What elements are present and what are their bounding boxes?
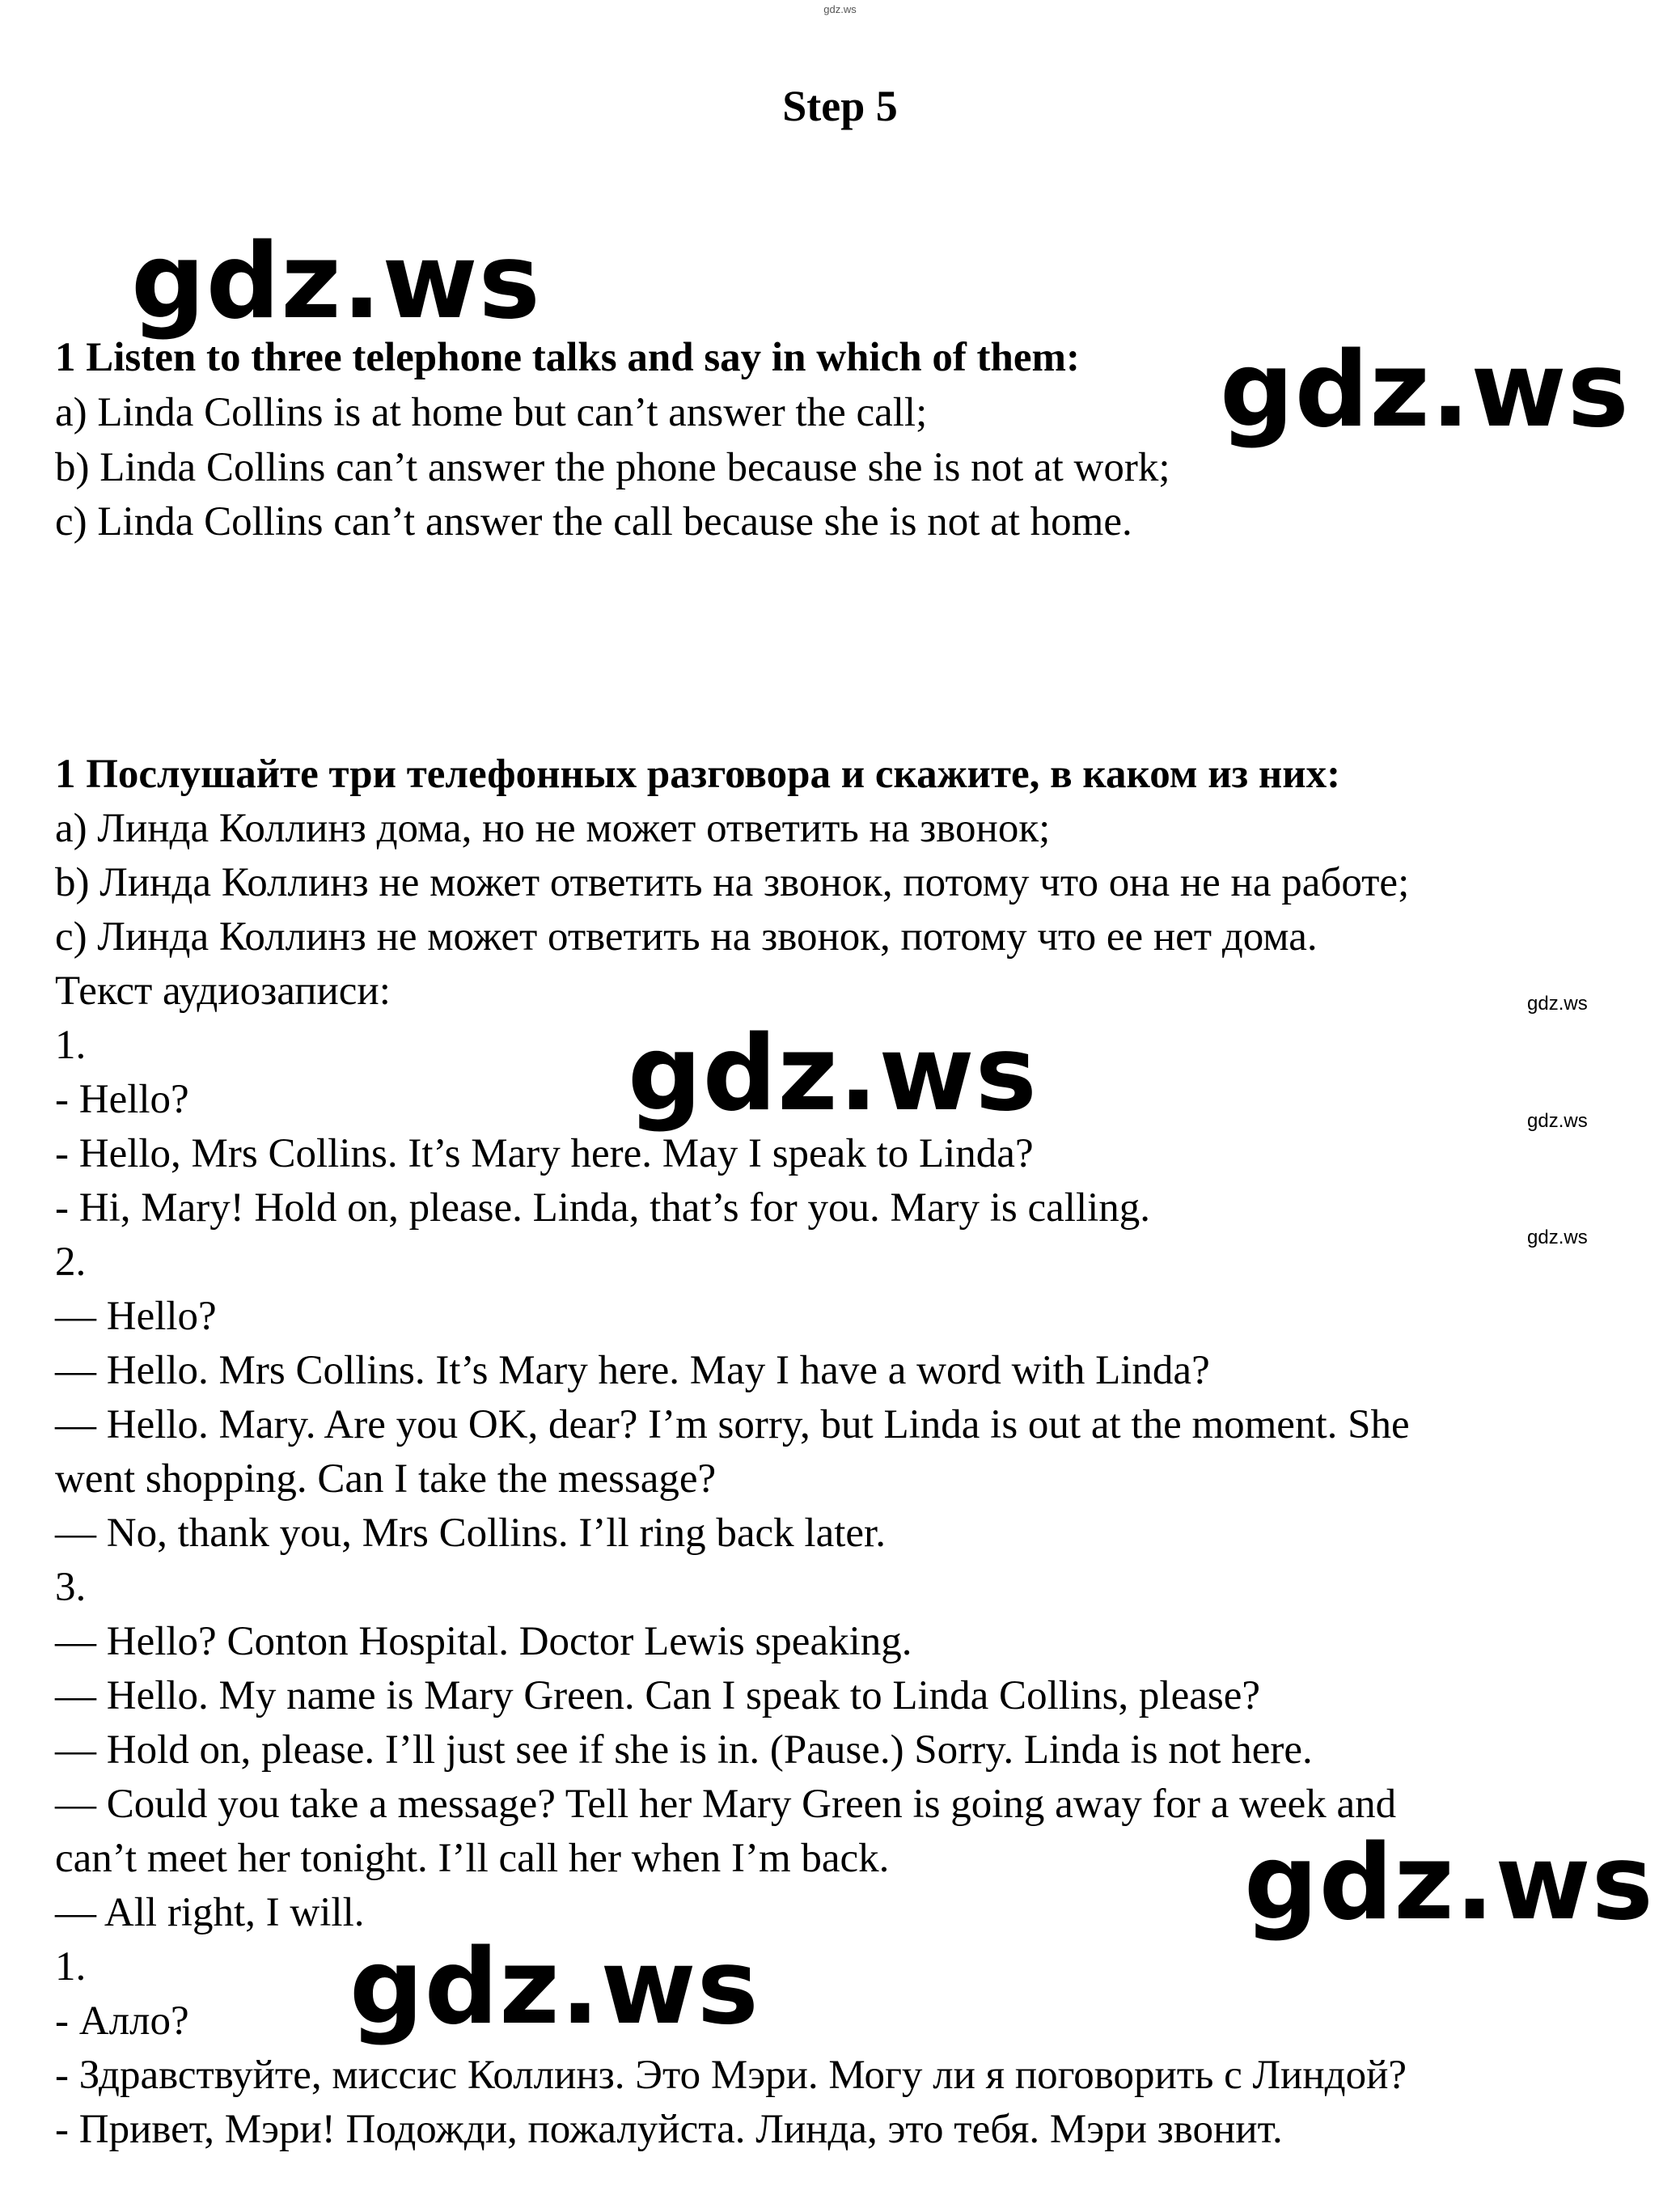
russian-option-c: c) Линда Коллинз не может ответить на звонок, потому что ее нет дома.	[55, 914, 1318, 960]
top-watermark: gdz.ws	[823, 3, 857, 15]
transcript-2-number: 2.	[55, 1239, 87, 1285]
transcript-label: Текст аудиозаписи:	[55, 968, 391, 1014]
english-option-b: b) Linda Collins can’t answer the phone because she is not at work;	[55, 445, 1170, 490]
transcript-3-line-2: — Hello. My name is Mary Green. Can I speak to Linda Collins, please?	[55, 1673, 1260, 1718]
watermark-small: gdz.ws	[1527, 1110, 1588, 1132]
transcript-3-line-4a: — Could you take a message? Tell her Mary Green is going away for a week and	[55, 1782, 1397, 1827]
english-option-a: a) Linda Collins is at home but can’t answer the call;	[55, 390, 928, 435]
transcript-3-line-3: — Hold on, please. I’ll just see if she is in. (Pause.) Sorry. Linda is not here.	[55, 1727, 1313, 1773]
transcript-3-line-1: — Hello? Conton Hospital. Doctor Lewis speaking.	[55, 1619, 912, 1664]
transcript-1-number: 1.	[55, 1023, 87, 1068]
watermark-big: gdz.ws	[131, 222, 541, 342]
watermark-small: gdz.ws	[1527, 1227, 1588, 1248]
transcript-2-line-1: — Hello?	[55, 1294, 217, 1339]
watermark-big: gdz.ws	[1244, 1823, 1654, 1943]
transcript-1-line-1: - Hello?	[55, 1077, 189, 1122]
russian-option-b: b) Линда Коллинз не может ответить на звонок, потому что она не на работе;	[55, 860, 1410, 905]
watermark-small: gdz.ws	[1527, 993, 1588, 1015]
russian-option-a: a) Линда Коллинз дома, но не может ответить на звонок;	[55, 806, 1051, 851]
watermark-big: gdz.ws	[628, 1014, 1038, 1134]
translation-1-number: 1.	[55, 1944, 87, 1990]
transcript-2-line-3a: — Hello. Mary. Are you OK, dear? I’m sorry, but Linda is out at the moment. She	[55, 1402, 1410, 1447]
transcript-3-line-5: — All right, I will.	[55, 1890, 365, 1935]
russian-task-heading: 1 Послушайте три телефонных разговора и скажите, в каком из них:	[55, 752, 1341, 797]
translation-1-line-2: - Здравствуйте, миссис Коллинз. Это Мэри. Могу ли я поговорить с Линдой?	[55, 2053, 1407, 2098]
watermark-big: gdz.ws	[1220, 330, 1630, 451]
translation-1-line-3: - Привет, Мэри! Подожди, пожалуйста. Линда, это тебя. Мэри звонит.	[55, 2107, 1283, 2152]
transcript-2-line-2: — Hello. Mrs Collins. It’s Mary here. May I have a word with Linda?	[55, 1348, 1210, 1393]
translation-1-line-1: - Алло?	[55, 1998, 189, 2044]
transcript-3-number: 3.	[55, 1565, 87, 1610]
transcript-1-line-3: - Hi, Mary! Hold on, please. Linda, that’s for you. Mary is calling.	[55, 1185, 1151, 1231]
transcript-2-line-4: — No, thank you, Mrs Collins. I’ll ring back later.	[55, 1511, 886, 1556]
transcript-3-line-4b: can’t meet her tonight. I’ll call her when I’m back.	[55, 1836, 890, 1881]
english-task-heading: 1 Listen to three telephone talks and say in which of them:	[55, 335, 1081, 380]
english-option-c: c) Linda Collins can’t answer the call because she is not at home.	[55, 499, 1132, 545]
transcript-2-line-3b: went shopping. Can I take the message?	[55, 1456, 717, 1502]
watermark-big: gdz.ws	[349, 1927, 760, 2048]
page-title: Step 5	[782, 82, 898, 130]
transcript-1-line-2: - Hello, Mrs Collins. It’s Mary here. May I speak to Linda?	[55, 1131, 1034, 1176]
